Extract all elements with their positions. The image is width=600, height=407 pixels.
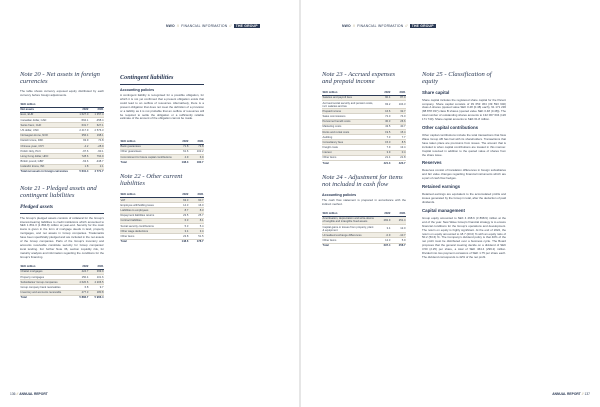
table-row: Inventory and accounts receivable 477.3 180.8 — [20, 291, 104, 295]
table-row: Salaries and payroll fees 90.4 87.0 — [322, 96, 406, 100]
table-row: Social security contributions 5.3 5.4 — [120, 224, 204, 228]
note21-table: SEK million 2022 2021 Chattel mortgages 424.7 399.9 Property mortgages 150.4 101.6 Subsidiaries' Group companies 4 620.6 4 206.5 Group company bank receivables 6.8 9.7 Inventory and accounts receivable 477.3 180.8 Total 5 882.7 5 966.4 — [20, 265, 104, 300]
table-row: Chattel mortgages 424.7 399.9 — [20, 270, 104, 274]
table-unit: SEK million — [20, 102, 74, 107]
table-row: Prepaid income 16.6 32.7 — [322, 109, 406, 113]
table-total-row: Total 5 882.7 5 966.4 — [20, 296, 104, 300]
table-row: Bank guarantees 71.8 73.8 — [120, 145, 204, 149]
left-column-2 — [120, 72, 204, 250]
retained-text: Retained earnings are equivalent to the accumulated profits and losses generated by the Group in total, after the deduction of paid dividends. — [422, 192, 506, 204]
table-row: US dollar, USD 2 417.9 2 576.3 — [20, 128, 104, 132]
note21-title: Note 21 - Pledged assets and contingent liabilities — [20, 185, 97, 199]
table-row: Euro, EUR 1 627.0 1 357.4 — [20, 113, 104, 117]
note25-title: Note 25 - Classification of equity — [422, 71, 492, 85]
table-row: Rents and rental costs 19.5 15.4 — [322, 130, 406, 134]
table-row: Liabilities to employees 8.7 8.3 — [120, 209, 204, 213]
table-row: Other guarantees 61.6 102.2 — [120, 150, 204, 154]
table-row: Unrealised exchange differences -0.9 -10.7 — [322, 233, 406, 237]
table-row: Polish zloty, PLN -97.6 -60.1 — [20, 149, 104, 153]
table-row: Chinese yuan, CNY -4.2 -28.9 — [20, 144, 104, 148]
capital-management-heading: Capital management — [422, 207, 465, 213]
contingent-text: A contingent liability is recognised for a possible obligation, for which it is not yet confirmed that a present obligation exists that could lead to an outflow of resources. Alternatively, there is a present obligation that does not meet the definition of a provision or a liability as it is not probable that an outflow of resources will be required to settle the obligation or a sufficiently reliable estimate of the amount of the obligation cannot be made. — [120, 93, 204, 121]
table-row: Auditing 7.3 7.7 — [322, 135, 406, 139]
divider — [20, 213, 104, 214]
other-capital-heading: Other capital contributions — [422, 125, 479, 131]
table-total-row: Total 148.6 178.7 — [120, 240, 204, 244]
right-page — [300, 0, 600, 407]
note20-title: Note 20 - Net assets in foreign currencies — [20, 71, 100, 85]
page-footer-left: 136 // ANNUAL REPORT — [10, 392, 48, 396]
share-capital-heading: Share capital — [422, 89, 450, 95]
note20-text: The table shows currency exposed equity distributed by each currency before foreign adjustments. — [20, 88, 104, 97]
table-row: Employee withholding taxes 14.3 16.0 — [120, 203, 204, 207]
right-column-2 — [422, 72, 506, 263]
left-column-1 — [20, 72, 104, 306]
table-row: Canadian dollar, CAD -594.1 -358.4 — [20, 118, 104, 122]
reserves-text: Reserves consist of translation differences in foreign subsidiaries and fair value changes regarding financial instruments which are a part of cash flow hedges. — [422, 168, 506, 181]
table-row: British pound, GBP -63.6 -348.7 — [20, 160, 104, 164]
contingent-subtitle: Accounting policies — [120, 88, 155, 92]
table-row: Other items 23.8 51.5 — [120, 234, 204, 238]
table-row: Consultancy fees 15.0 8.5 — [322, 140, 406, 144]
table-row: Marketing costs 43.5 40.7 — [322, 125, 406, 129]
table-col-label: Net assets — [20, 107, 74, 112]
header-company: NWO — [166, 24, 175, 28]
table-row: Property mortgages 150.4 101.6 — [20, 275, 104, 279]
page-header-left: NWO // FINANCIAL INFORMATION // THE GROUP — [166, 24, 258, 28]
table-row: Freight costs 7.9 13.4 — [322, 146, 406, 150]
reserves-heading: Reserves — [422, 160, 442, 166]
table-row: Danish krone, DKK 93.9 74.8 — [20, 139, 104, 143]
right-column-1 — [322, 72, 406, 254]
table-row: Norwegian krone, NOK 356.4 198.1 — [20, 134, 104, 138]
note23-table: SEK million 2022 2021 Salaries and payroll fees 90.4 87.0 Accrued social security and pension costs, incl. salaries and tax 93.2 104.3 Prepaid income 16.6 32.7 Sales commissions 72.0 74.0 Personnel benefit costs 30.3 26.6 Marketing costs 43.5 40.7 Rents and rental costs 19.5 15.4 Auditing 7.3 7.7 Consultancy fees 15.0 8.5 Freight costs 7.9 13.4 Interest 3.9 0.4 Other items 21.4 21.8 Total 421.3 423.7 — [322, 91, 406, 165]
table-row: Sales commissions 72.0 74.0 — [322, 114, 406, 118]
table-row: Group company bank receivables 6.8 9.7 — [20, 285, 104, 289]
footer-report: ANNUAL REPORT — [19, 392, 48, 396]
table-row: Subsidiaries' Group companies 4 620.6 4 206.5 — [20, 280, 104, 284]
note21-subtitle: Pledged assets — [20, 203, 54, 210]
table-row: Other wage deductions 3.4 3.4 — [120, 229, 204, 233]
table-row: Icelandic krona, ISK 1.8 2.1 — [20, 165, 104, 169]
table-row: Personnel benefit costs 30.3 26.6 — [322, 120, 406, 124]
table-total-row: Total 297.4 258.7 — [322, 244, 406, 248]
note21-text: The Group's pledged assets consists of collateral for the Group's interest-bearing liabilities to credit institutions which amounted to SEK 1 861.3 (1 894.8) million at year-end. Security for the main loans is given in the form of mortgage deeds in land, property mortgages, and net assets in Group companies. Trademarks have been specifically pledged and are included in the net assets of the Group companies. Parts of the Group's inventory and accounts receivable constitute security for Group companies' local lending. For further Note 36, section Liquidity risk, for maturity analysis and information regarding the conditions for the Group's financing. — [20, 215, 104, 259]
table-row: Swiss franc, CHF 631.7 627.1 — [20, 123, 104, 127]
contingent-table: SEK million 2022 2021 Bank guarantees 71.8 73.8 Other guarantees 61.6 102.2 Commitment for future capital contributions 4.9 6.9 Total 138.3 182.7 — [120, 139, 204, 164]
capital-management-text: Group equity amounted to SEK 4 468.6 (3 898.9) million at the end of the year. New Wave Group's financial strategy is to ensure financial conditions for the Group's operations and development. The return on equity is highly significant. At the end of 2022, the return on equity amounted to 18.7 (20.0) % with an equity ratio of 50.2 (53.6) %. The Company's dividend policy is that 40% of the net profit must be distributed over a business cycle. The Board proposes that the general meeting decide on a dividend of SEK 3.50 (2.25) per share, a total of SEK 464.4 (296.2) million. Divided into two payment occasions of SEK 1.75 per share each. The dividend corresponds to 42% of the net profit. — [422, 215, 506, 259]
note22-title: Note 22 - Other current liabilities — [120, 173, 183, 188]
table-row: Other items 12.3 5.9 — [322, 238, 406, 242]
note24-title: Note 24 - Adjustment for items not included in cash flow — [322, 174, 403, 189]
table-total-row: Total 138.3 182.7 — [120, 160, 204, 164]
page-number-right: 137 — [584, 392, 590, 396]
table-total-row: Total net assets in foreign currencies 5 631.4 4 771.7 — [20, 170, 104, 174]
table-row: Contract liabilities 6.3 8.1 — [120, 219, 204, 223]
header-section: FINANCIAL INFORMATION — [181, 24, 228, 28]
note24-table: SEK million 2022 2021 Amortisation, depreciation and write-downs of tangible and intangible fixed assets 282.9 251.4 Capital gains or losses from property, plant & equipment 3.4 12.0 Unrealised exchange differences -0.9 -10.7 Other items 12.3 5.9 Total 297.4 258.7 — [322, 212, 406, 248]
table-row: Amortisation, depreciation and write-downs of tangible and intangible fixed assets 282.9 251.4 — [322, 217, 406, 224]
table-row: Repayment liabilities returns 23.5 25.7 — [120, 214, 204, 218]
table-row: VAT 63.3 60.7 — [120, 198, 204, 202]
table-row: Accrued social security and pension costs, incl. salaries and tax 93.2 104.3 — [322, 101, 406, 108]
table-row: Commitment for future capital contributions 4.9 6.9 — [120, 155, 204, 159]
retained-heading: Retained earnings — [422, 184, 461, 190]
table-row: Hong Kong dollar, HKD 728.6 794.9 — [20, 154, 104, 158]
note20-table: SEK million Net assets 2022 2021 Euro, EUR 1 627.0 1 357.4 Canadian dollar, CAD -594.1 -358.4 Swiss franc, CHF 631.7 627.1 US dollar, USD 2 417.9 2 576.3 Norwegian krone, NOK 356.4 198.1 Danish krone, DKK 93.9 74.8 Chinese yuan, CNY -4.2 -28.9 Polish zloty, PLN -97.6 -60.1 Hong Kong dollar, HKD 728.6 794.9 British pound, GBP -63.6 -348.7 Icelandic krona, ISK 1.8 2.1 Total net assets in foreign currencies 5 631.4 4 771.7 — [20, 103, 104, 174]
header-tag: THE GROUP — [235, 24, 258, 28]
page-number-left: 136 — [10, 392, 16, 396]
note22-table: SEK million 2022 2021 VAT 63.3 60.7 Employee withholding taxes 14.3 16.0 Liabilities to employees 8.7 8.3 Repayment liabilities returns 23.5 25.7 Contract liabilities 6.3 8.1 Social security contributions 5.3 5.4 Other wage deductions 3.4 3.4 Other items 23.8 51.5 Total 148.6 178.7 — [120, 193, 204, 244]
table-total-row: Total 421.3 423.7 — [322, 161, 406, 165]
contingent-title: Contingent liabilities — [120, 74, 174, 81]
other-capital-text: Other capital contributions include the total transactions that New Wave Group AB has had with its shareholders. Transactions that have taken place are premiums from issues. The amount that is included is when capital contributions are treated in this manner. Capital received in addition to the quoted value of shares from the share issue. — [422, 133, 506, 157]
table-row: Interest 3.9 0.4 — [322, 151, 406, 155]
table-row: Other items 21.4 21.8 — [322, 156, 406, 160]
note24-text: The cash flow statement is prepared in accordance with the indirect method. — [322, 197, 406, 206]
page-header-right: NWO // FINANCIAL INFORMATION // THE GROUP — [342, 24, 434, 28]
note23-title: Note 23 - Accrued expenses and prepaid income — [322, 71, 396, 85]
note24-subtitle: Accounting policies — [322, 192, 357, 197]
page-footer-right: ANNUAL REPORT // 137 — [552, 392, 590, 396]
divider — [120, 84, 204, 85]
share-capital-text: Share capital includes the registered share capital for the Parent company. Share capital consists of 39 653 364 (39 593 640) class A shares (quoted value SEK 0.48 (0.48) each), 91 171 236 (88 878 037) class B shares (quoted value SEK 0.48 (0.48)). The total number of outstanding shares amounts to 132 067 604 (126 171 740). Share capital amounts to SEK 61.8 million. — [422, 97, 506, 122]
table-row: Capital gains or losses from property, plant & equipment 3.4 12.0 — [322, 225, 406, 232]
